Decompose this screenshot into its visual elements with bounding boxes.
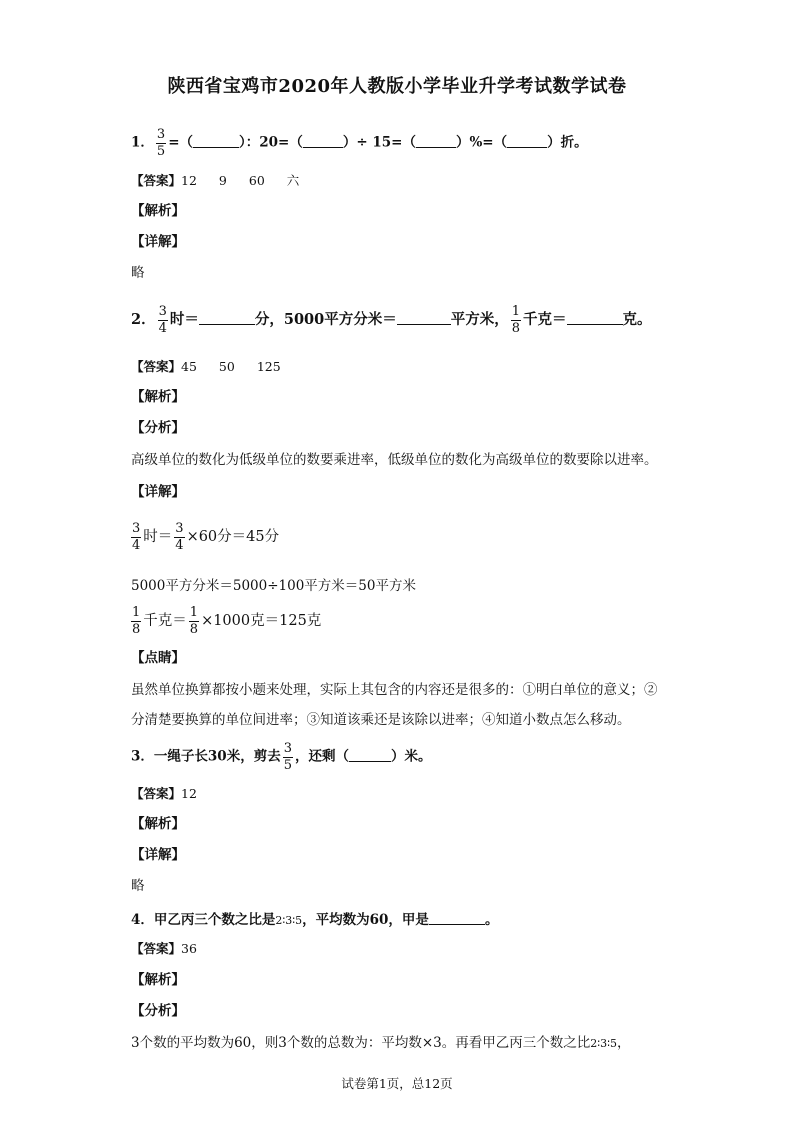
fraction: $\frac{3}{4}$ xyxy=(158,304,167,336)
detail-text: 略 xyxy=(131,878,145,894)
detail-label: 【详解】 xyxy=(131,234,185,250)
answer-blank xyxy=(199,312,255,325)
dianjing-text-2: 分清楚要换算的单位间进率；③知道该乘还是该除以进率；④知道小数点怎么移动。 xyxy=(131,712,631,728)
fraction: $\frac{3}{4}$ xyxy=(175,521,184,553)
calc-line-3: $\frac{1}{8}$ 千克＝ $\frac{1}{8}$ ×1000克＝125克 xyxy=(132,605,322,637)
answer-blank xyxy=(567,312,623,325)
detail-label: 【详解】 xyxy=(131,847,185,863)
fraction: $\frac{1}{8}$ xyxy=(132,605,141,637)
answer-line: 【答案】36 xyxy=(131,941,197,956)
dianjing-text-1: 虽然单位换算都按小题来处理，实际上其包含的内容还是很多的：①明白单位的意义；② xyxy=(131,682,658,698)
answer-blank xyxy=(349,749,391,762)
fraction: $\frac{3}{5}$ xyxy=(156,127,166,159)
detail-text: 略 xyxy=(131,265,145,281)
fraction: $\frac{1}{8}$ xyxy=(511,304,521,336)
dianjing-label: 【点睛】 xyxy=(131,650,185,666)
fenxi-label: 【分析】 xyxy=(131,420,185,436)
question-4: 4．甲乙丙三个数之比是2∶3∶5，平均数为60，甲是 。 xyxy=(131,912,499,928)
page-title: 陕西省宝鸡市2020年人教版小学毕业升学考试数学试卷 xyxy=(167,76,627,97)
question-1: 1． $\frac{3}{5}$ =（ ）：20=（ ）÷ 15=（ ）%=（ ）折。 xyxy=(131,127,588,159)
question-3: 3．一绳子长30米，剪去 $\frac{3}{5}$ ，还剩（ ）米。 xyxy=(131,741,432,773)
analysis-label: 【解析】 xyxy=(131,816,185,832)
fraction: $\frac{3}{5}$ xyxy=(283,741,292,773)
analysis-label: 【解析】 xyxy=(131,203,185,219)
question-number: 1． xyxy=(131,134,154,151)
fraction: $\frac{3}{4}$ xyxy=(132,521,141,553)
answer-blank xyxy=(303,135,343,148)
answer-blank xyxy=(416,135,456,148)
fenxi-text: 高级单位的数化为低级单位的数要乘进率，低级单位的数化为高级单位的数要除以进率。 xyxy=(131,452,658,468)
fenxi-label: 【分析】 xyxy=(131,1003,185,1019)
page-footer: 试卷第1页，总12页 xyxy=(341,1076,453,1091)
fraction: $\frac{1}{8}$ xyxy=(189,605,199,637)
question-2: 2． $\frac{3}{4}$ 时＝ 分，5000平方分米＝ 平方米， $\frac{1}{8}$ 千克＝ 克。 xyxy=(131,304,652,336)
answer-line: 【答案】12 9 60 六 xyxy=(131,173,300,188)
fenxi-text: 3个数的平均数为60，则3个数的总数为：平均数×3。再看甲乙丙三个数之比2∶3∶5， xyxy=(131,1035,631,1051)
answer-blank xyxy=(397,312,451,325)
analysis-label: 【解析】 xyxy=(131,972,185,988)
answer-line: 【答案】12 xyxy=(131,786,197,801)
calc-line-2: 5000平方分米＝5000÷100平方米＝50平方米 xyxy=(131,578,416,594)
answer-line: 【答案】45 50 125 xyxy=(131,359,281,374)
calc-line-1: $\frac{3}{4}$ 时＝ $\frac{3}{4}$ ×60分＝45分 xyxy=(132,521,280,553)
answer-blank xyxy=(507,135,547,148)
answer-blank xyxy=(193,135,239,148)
answer-blank xyxy=(429,912,485,925)
analysis-label: 【解析】 xyxy=(131,389,185,405)
detail-label: 【详解】 xyxy=(131,484,185,500)
